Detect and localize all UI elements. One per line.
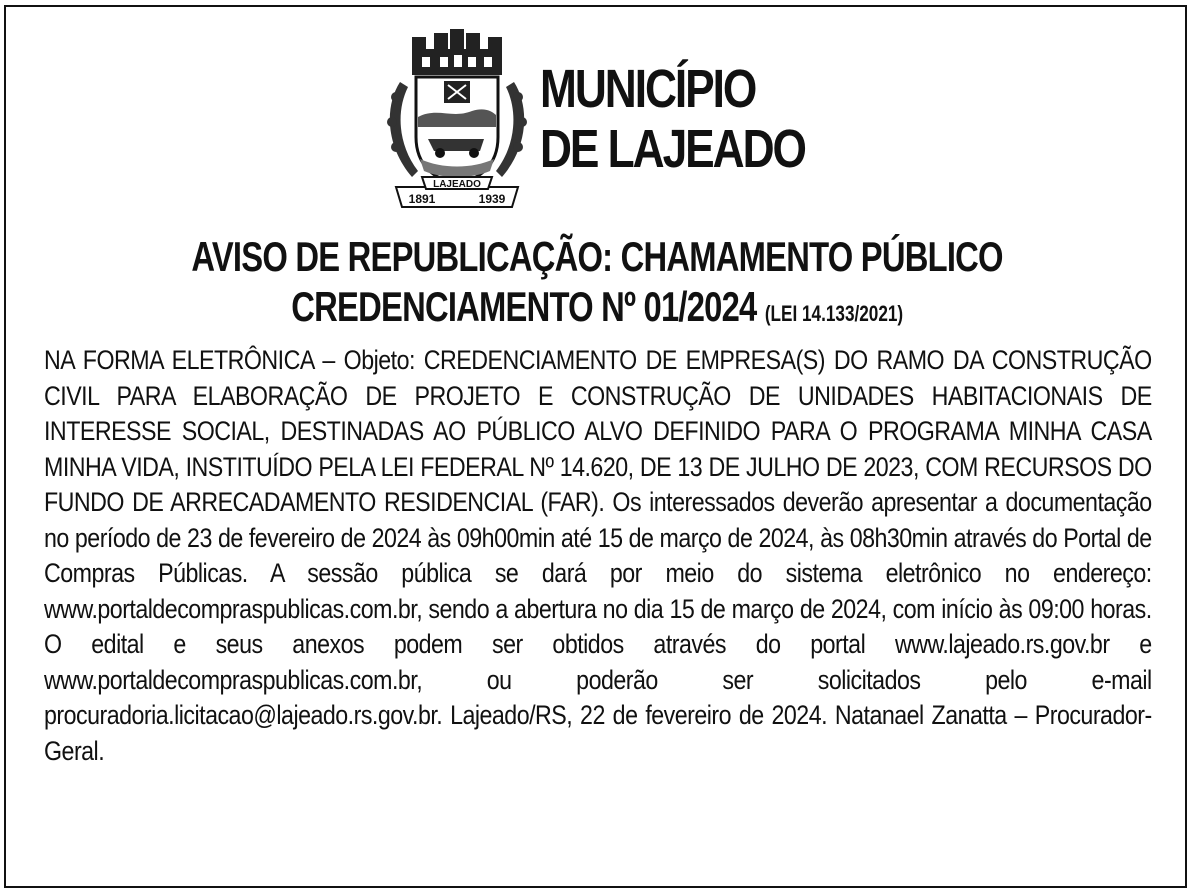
notice-title-line2-group bbox=[292, 283, 904, 338]
municipality-title bbox=[540, 59, 805, 179]
crest-year-right: 1939 bbox=[478, 192, 506, 206]
municipal-coat-of-arms-icon bbox=[382, 27, 532, 212]
law-reference: (LEI 14.133/2021) bbox=[765, 301, 904, 326]
crest-year-left: 1891 bbox=[408, 192, 436, 206]
notice-title-line2: CREDENCIAMENTO Nº 01/2024 bbox=[291, 283, 757, 330]
notice-title-line1: AVISO DE REPUBLICAÇÃO: CHAMAMENTO PÚBLICO bbox=[191, 233, 1004, 280]
municipality-header bbox=[382, 27, 842, 212]
municipality-title-line1: MUNICÍPIO bbox=[540, 59, 756, 119]
crest-banner-text: LAJEADO bbox=[433, 179, 481, 190]
notice-frame bbox=[4, 5, 1187, 888]
notice-body: NA FORMA ELETRÔNICA – Objeto: CREDENCIAMENTO DE EMPRESA(S) DO RAMO DA CONSTRUÇÃO CIVIL PARA ELABORAÇÃO DE PROJETO E CONSTRUÇÃO DE UNIDADES HABITACIONAIS DE INTERESSE SOCIAL, DESTINADAS AO PÚBLICO ALVO DEFINIDO PARA O PROGRAMA MINHA CASA MINHA VIDA, INSTITUÍDO PELA LEI FEDERAL Nº 14.620, DE 13 DE JULHO DE 2023, COM RECURSOS DO FUNDO DE ARRECADAMENTO RESIDENCIAL (FAR). Os interessados deverão apresentar a documentação no período de 23 de fevereiro de 2024 às 09h00min até 15 de março de 2024, às 08h30min através do Portal de Compras Públicas. A sessão pública se dará por meio do sistema eletrônico no endereço: www.portaldecompraspublicas.com.br, sendo a abertura no dia 15 de março de 2024, com início às 09:00 horas. O edital e seus anexos podem ser obtidos através do portal www.lajeado.rs.gov.br e www.portaldecompraspublicas.com.br, ou poderão ser solicitados pelo e-mail procuradoria.licitacao@lajeado.rs.gov.br. Lajeado/RS, 22 de fevereiro de 2024. Natanael Zanatta – Procurador-Geral. bbox=[44, 345, 1152, 766]
municipality-title-line2: DE LAJEADO bbox=[540, 119, 805, 179]
notice-title bbox=[6, 231, 1189, 338]
